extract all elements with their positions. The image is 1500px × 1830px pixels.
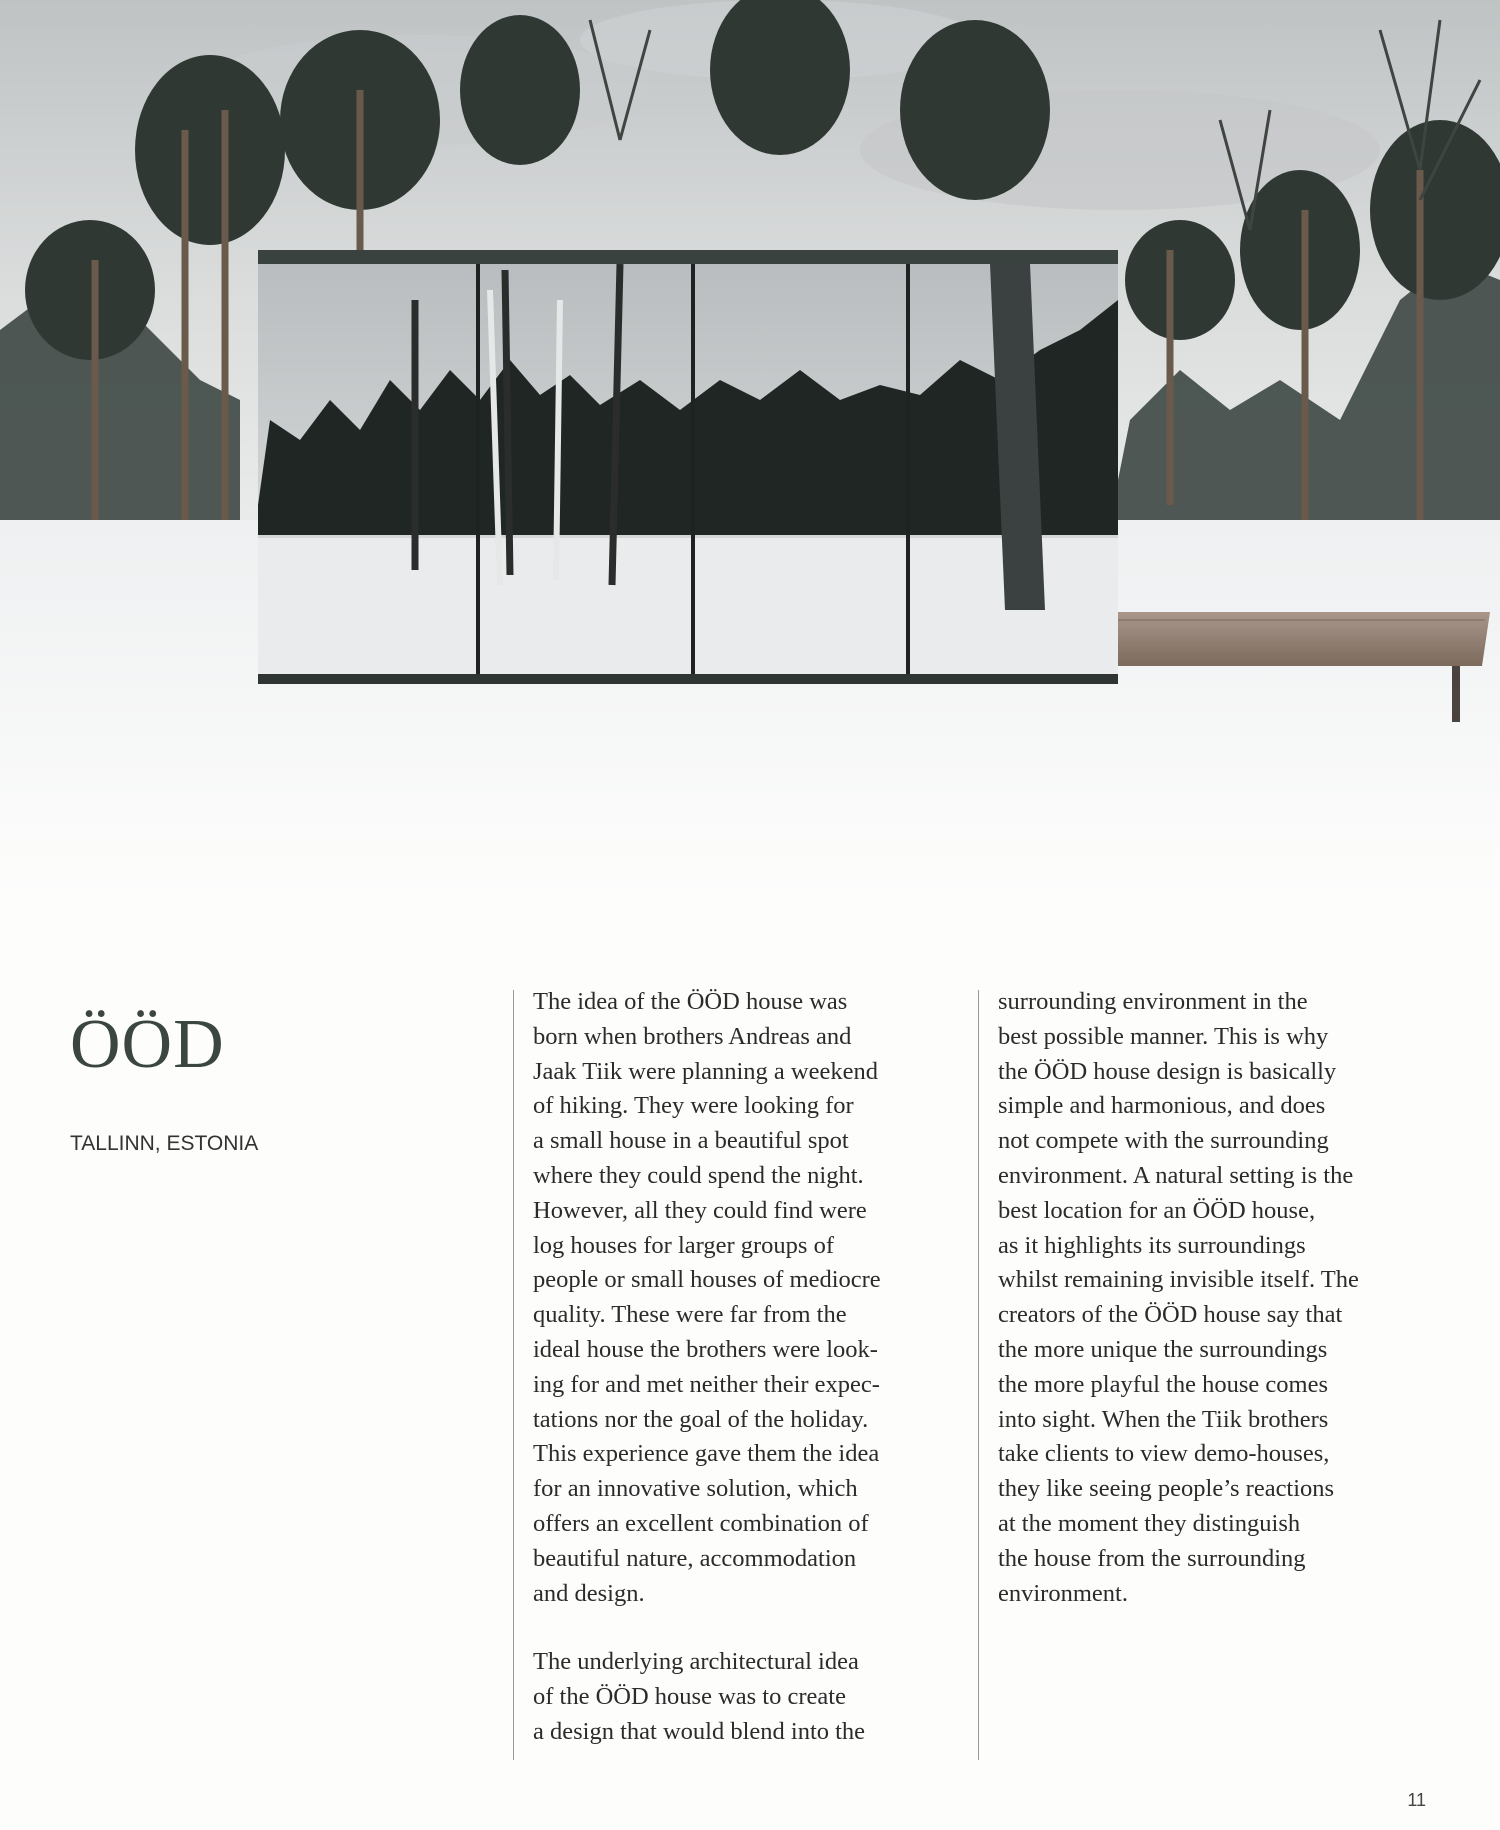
body-paragraph: The underlying architectural idea of the ÖÖD house was to create a design that would blend into the [533, 1648, 866, 1745]
body-paragraph: The idea of the ÖÖD house was born when brothers Andreas and Jaak Tiik were planning a weekend of hiking. They were looking for a small house in a beautiful spot where they could spend the night. However, all they could find were log houses for larger groups of people or small houses of mediocre quality. These were far from the ideal house the brothers were look- ing for and met neither their expec- tations nor the goal of the holiday. This experience gave them the idea for an innovative solution, which offers an excellent combination of beautiful nature, accommodation and design. [533, 988, 881, 1607]
column-rule-left [513, 990, 514, 1760]
article-title: ÖÖD [70, 1006, 225, 1083]
hero-photo [0, 0, 1500, 900]
article-location: TALLINN, ESTONIA [70, 1132, 259, 1155]
body-paragraph: surrounding environment in the best possible manner. This is why the ÖÖD house design is basically simple and harmonious, and does not compete with the surrounding environment. A natural setting is the best location for an ÖÖD house, as it highlights its surroundings whilst remaining invisible itself. The creators of the ÖÖD house say that the more unique the surroundings the more playful the house comes into sight. When the Tiik brothers take clients to view demo-houses, they like seeing people’s reactions at the moment they distinguish the house from the surrounding environment. [998, 988, 1359, 1607]
page-number: 11 [1407, 1790, 1426, 1810]
text-column-1 [533, 985, 983, 1750]
text-column-2 [998, 985, 1448, 1611]
